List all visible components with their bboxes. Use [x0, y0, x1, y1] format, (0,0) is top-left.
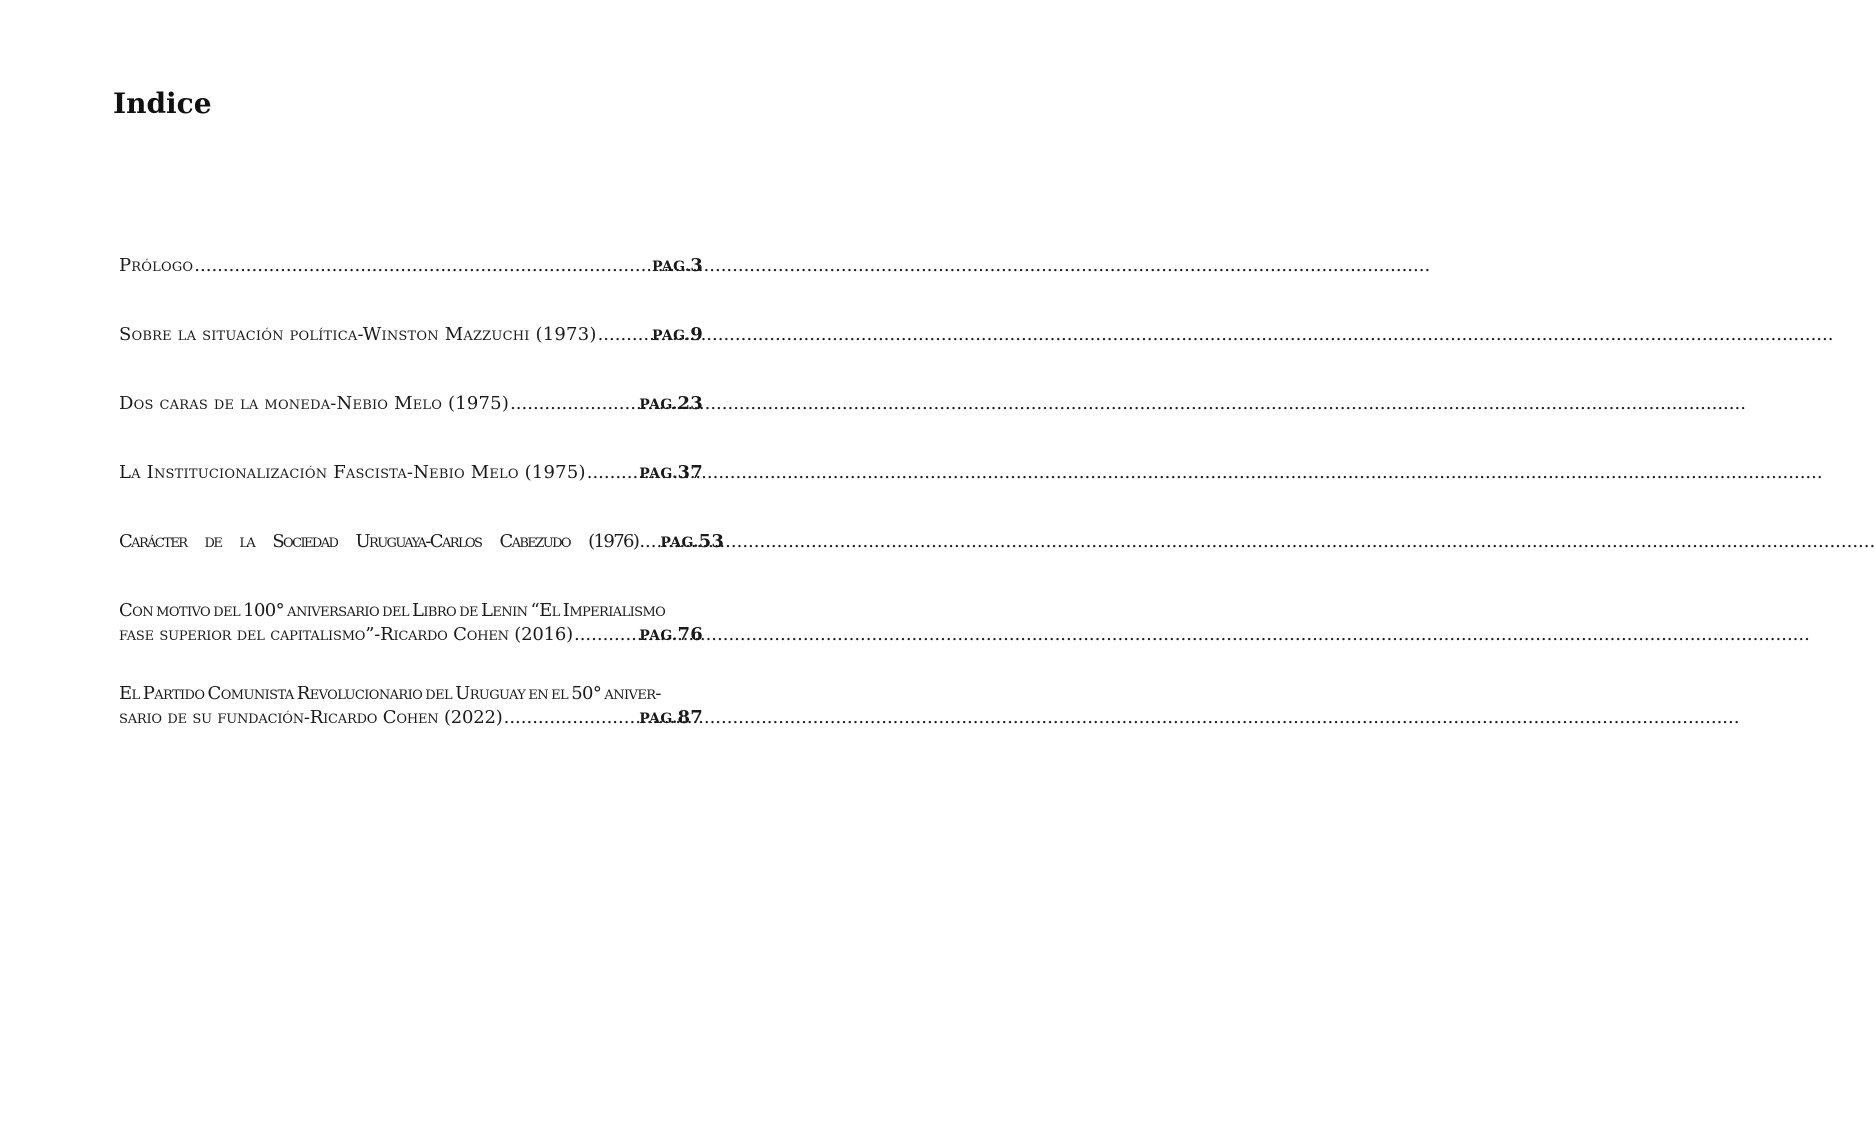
toc-page-number — [652, 254, 703, 279]
toc-page-number — [660, 530, 724, 555]
page-value: 9 — [690, 324, 703, 345]
toc-page-number — [652, 323, 703, 348]
toc-entry-title-line1: El Partido Comunista Revolucionario del Uruguay en el 50° aniver- — [119, 683, 661, 704]
page-value: 76 — [677, 624, 703, 645]
page-value: 3 — [690, 255, 703, 276]
toc-page-number — [639, 461, 703, 486]
toc-entry-title: La Institucionalización Fascista-Nebio Melo (1975) — [119, 462, 586, 483]
toc-leader-dots — [504, 706, 639, 730]
toc-leader-dots — [574, 623, 638, 647]
toc-entry-title: Prólogo — [119, 255, 194, 276]
toc-leader-dots — [510, 392, 638, 416]
page-prefix: PAG. — [639, 711, 678, 727]
page-prefix: PAG. — [639, 397, 678, 413]
page-value: 23 — [677, 393, 703, 414]
toc-entry-title: Sobre la situación política-Winston Mazzuchi (1973) — [119, 324, 597, 345]
toc-page-number — [639, 392, 703, 417]
toc-page-number — [639, 706, 703, 731]
page-prefix: PAG. — [660, 535, 699, 551]
toc-entry-caracter-sociedad[interactable] — [119, 530, 725, 564]
toc-entry-title: Carácter de la Sociedad Uruguaya-Carlos Cabezudo (1976) — [119, 531, 639, 552]
page-value: 87 — [677, 707, 703, 728]
page-prefix: PAG. — [639, 466, 678, 482]
page-prefix: PAG. — [651, 259, 691, 275]
toc-entry-title-line2: sario de su fundación-Ricardo Cohen (2022) — [119, 707, 503, 728]
toc-entry-imperialismo[interactable] — [119, 599, 703, 647]
page-value: 53 — [698, 531, 725, 552]
toc-entry-title-line1: Con motivo del 100° aniversario del Libro de Lenin “El Imperialismo — [119, 600, 666, 621]
toc-entry-pcr-uruguay[interactable] — [119, 682, 703, 730]
page-value: 37 — [677, 462, 703, 483]
page-prefix: PAG. — [639, 628, 678, 644]
toc-entry-situacion-politica[interactable] — [119, 323, 703, 357]
toc-leader-dots — [587, 461, 639, 485]
toc-entry-title: Dos caras de la moneda-Nebio Melo (1975) — [119, 393, 510, 414]
toc-entry-institucionalizacion[interactable] — [119, 461, 703, 495]
toc-entry-line2 — [119, 706, 703, 730]
page-title: Indice — [113, 87, 212, 120]
toc-entry-title-line2: fase superior del capitalismo”-Ricardo Cohen (2016) — [119, 624, 573, 645]
toc-leader-dots — [598, 323, 651, 347]
toc-leader-dots — [194, 254, 651, 278]
toc-entry-prologo[interactable] — [119, 254, 703, 288]
toc-entry-dos-caras[interactable] — [119, 392, 703, 426]
toc-page-number — [639, 623, 703, 648]
page-prefix: PAG. — [651, 328, 691, 344]
toc-leader-dots — [639, 530, 659, 554]
table-of-contents — [119, 254, 725, 765]
toc-entry-line2 — [119, 623, 703, 647]
